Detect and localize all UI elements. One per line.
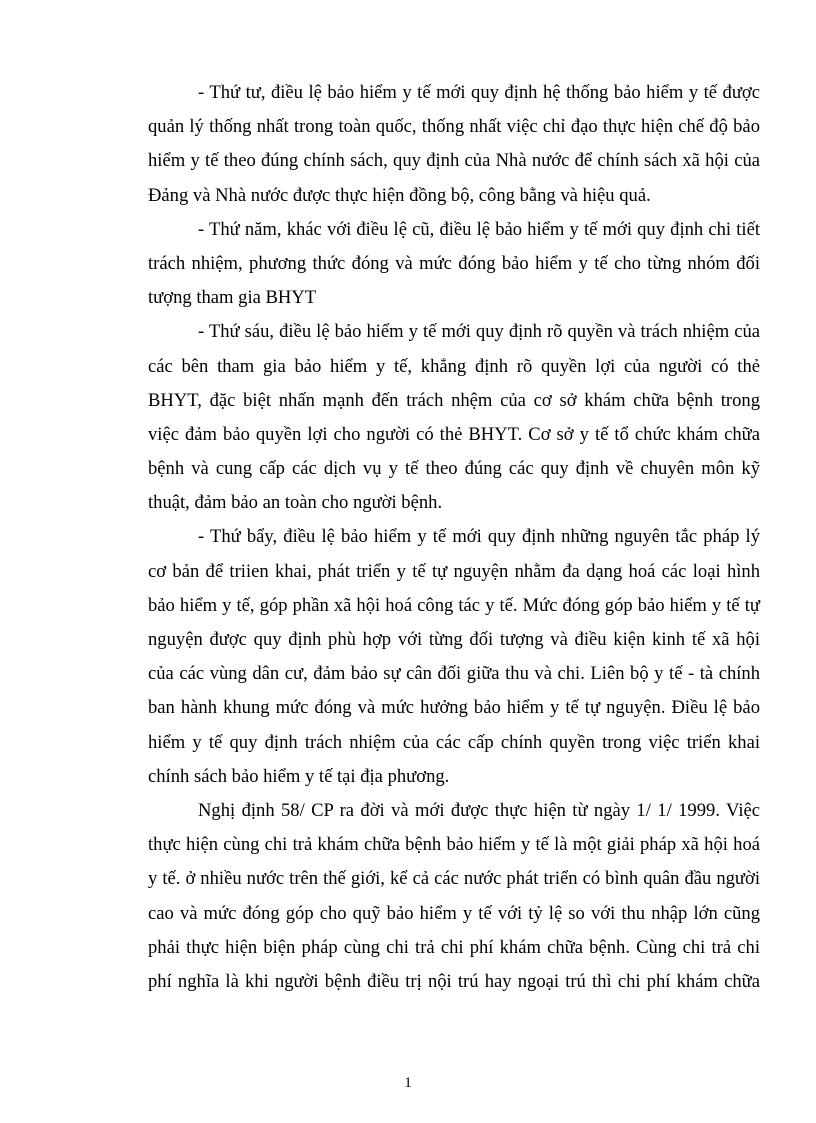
text-line: cơ bản để triien khai, phát triển y tế tự nguyện nhằm đa dạng hoá các loại hình [148,560,760,582]
text-line: - Thứ bẩy, điều lệ bảo hiểm y tế mới quy định những nguyên tắc pháp lý [198,526,760,548]
paragraph-nghi-dinh [148,794,760,999]
text-line: phải thực hiện biện pháp cùng chi trả chi phí khám chữa bệnh. Cùng chi trả chi [148,936,760,958]
text-line: Đảng và Nhà nước được thực hiện đồng bộ, công bằng và hiệu quả. [148,184,651,206]
paragraph-thu-nam [148,213,760,316]
paragraph-thu-sau [148,315,760,520]
page-number: 1 [404,1075,412,1091]
text-line: thuật, đảm bảo an toàn cho người bệnh. [148,492,443,514]
text-line: bệnh và cung cấp các dịch vụ y tế theo đúng các quy định về chuyên môn kỹ [148,458,760,480]
text-line: các bên tham gia bảo hiểm y tế, khẳng định rõ quyền lợi của người có thẻ [148,355,760,377]
text-line: thực hiện cùng chi trả khám chữa bệnh bảo hiểm y tế là một giải pháp xã hội hoá [148,834,760,856]
text-line: tượng tham gia BHYT [148,287,317,309]
text-line: phí nghĩa là khi người bệnh điều trị nội trú hay ngoại trú thì chi phí khám chữa [148,970,760,992]
text-line: nguyện được quy định phù hợp với từng đối tượng và điều kiện kinh tế xã hội [148,629,760,650]
document-body [148,76,760,999]
text-line: việc đảm bảo quyền lợi cho người có thẻ BHYT. Cơ sở y tế tổ chức khám chữa [148,423,760,445]
text-line: của các vùng dân cư, đảm bảo sự cân đối giữa thu và chi. Liên bộ y tế - tà chính [148,663,760,685]
text-line: bảo hiểm y tế, góp phần xã hội hoá công tác y tế. Mức đóng góp bảo hiểm y tế tự [148,594,760,616]
paragraph-thu-tu [148,76,760,213]
text-line: hiểm y tế quy định trách nhiệm của các cấp chính quyền trong việc triển khai [148,731,760,753]
text-line: y tế. ở nhiều nước trên thế giới, kể cả các nước phát triển có bình quân đầu người [148,868,760,890]
text-line: chính sách bảo hiểm y tế tại địa phương. [148,765,450,787]
text-line: Nghị định 58/ CP ra đời và mới được thực hiện từ ngày 1/ 1/ 1999. Việc [198,799,760,821]
text-line: cao và mức đóng góp cho quỹ bảo hiểm y tế với tỷ lệ so với thu nhập lớn cũng [148,902,760,924]
text-line: hiểm y tế theo đúng chính sách, quy định của Nhà nước để chính sách xã hội của [148,150,760,172]
text-line: BHYT, đặc biệt nhấn mạnh đến trách nhệm của cơ sở khám chữa bệnh trong [148,389,760,411]
text-line: quản lý thống nhất trong toàn quốc, thống nhất việc chỉ đạo thực hiện chế độ bảo [148,116,760,138]
text-line: - Thứ sáu, điều lệ bảo hiểm y tế mới quy định rõ quyền và trách nhiệm của [198,321,760,343]
paragraph-thu-bay [148,520,760,794]
text-line: ban hành khung mức đóng và mức hưởng bảo hiểm y tế tự nguyện. Điều lệ bảo [148,697,760,719]
text-line: - Thứ tư, điều lệ bảo hiểm y tế mới quy định hệ thống bảo hiểm y tế được [198,82,760,103]
text-line: trách nhiệm, phương thức đóng và mức đóng bảo hiểm y tế cho từng nhóm đối [148,252,760,274]
text-line: - Thứ năm, khác với điều lệ cũ, điều lệ bảo hiểm y tế mới quy định chi tiết [198,218,760,240]
